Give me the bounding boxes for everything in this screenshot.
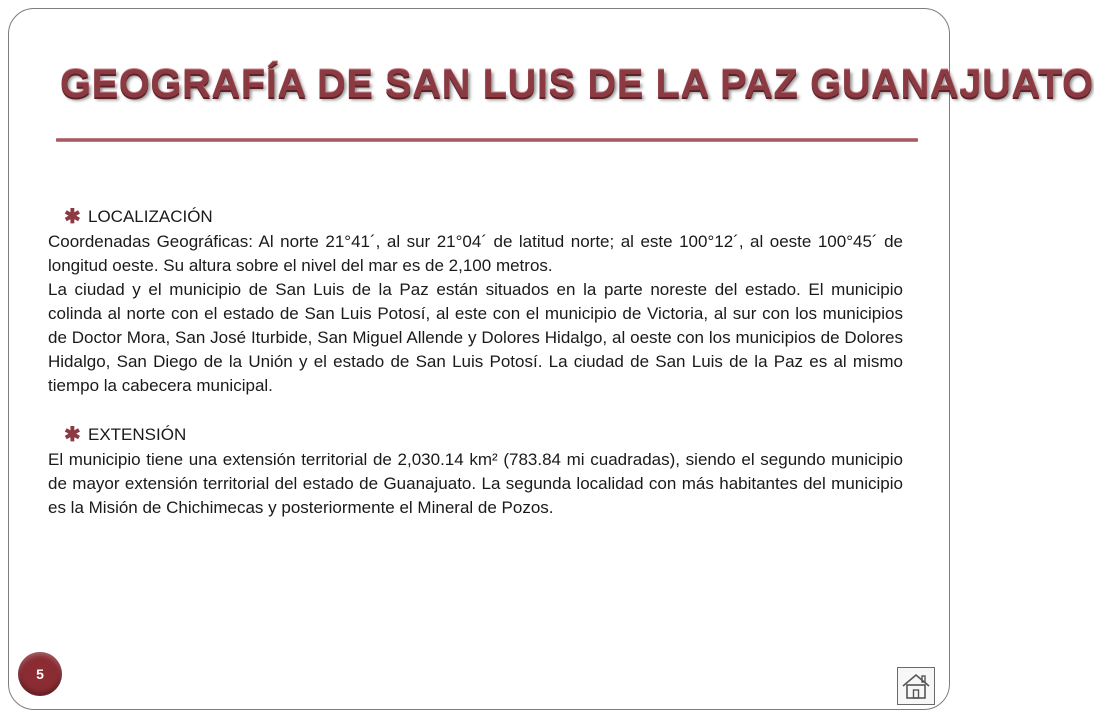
slide-title: GEOGRAFÍA DE SAN LUIS DE LA PAZ GUANAJUATO [60, 62, 1094, 106]
location-paragraph: La ciudad y el municipio de San Luis de la Paz están situados en la parte noreste del estado. El municipio colinda al norte con el estado de San Luis Potosí, al este con el municipio de Victoria, al sur con los municipios de Doctor Mora, San José Iturbide, San Miguel Allende y Dolores Hidalgo, al oeste con los municipios de Dolores Hidalgo, San Diego de la Unión y el estado de San Luis Potosí. La ciudad de San Luis de la Paz es al mismo tiempo la cabecera municipal. [48, 280, 903, 395]
extension-paragraph: El municipio tiene una extensión territorial de 2,030.14 km² (783.84 mi cuadradas), siendo el segundo municipio de mayor extensión territorial del estado de Guanajuato. La segunda localidad con más habitantes del municipio es la Misión de Chichimecas y posteriormente el Mineral de Pozos. [48, 450, 903, 517]
home-button[interactable] [897, 667, 935, 705]
section-heading-label: LOCALIZACIÓN [88, 207, 213, 226]
section-heading-localizacion [64, 204, 903, 230]
home-icon [901, 672, 931, 700]
section-heading-label: EXTENSIÓN [88, 425, 187, 444]
asterisk-bullet-icon: ✱ [64, 206, 81, 228]
coordinates-paragraph: Coordenadas Geográficas: Al norte 21°41´, al sur 21°04´ de latitud norte; al este 100°12´, al oeste 100°45´ de longitud oeste. Su altura sobre el nivel del mar es de 2,100 metros. [48, 232, 903, 275]
page-number-badge: 5 [18, 652, 62, 696]
title-divider [56, 138, 918, 142]
section-heading-extension [64, 422, 903, 448]
slide-body [48, 204, 903, 520]
asterisk-bullet-icon: ✱ [64, 424, 81, 446]
